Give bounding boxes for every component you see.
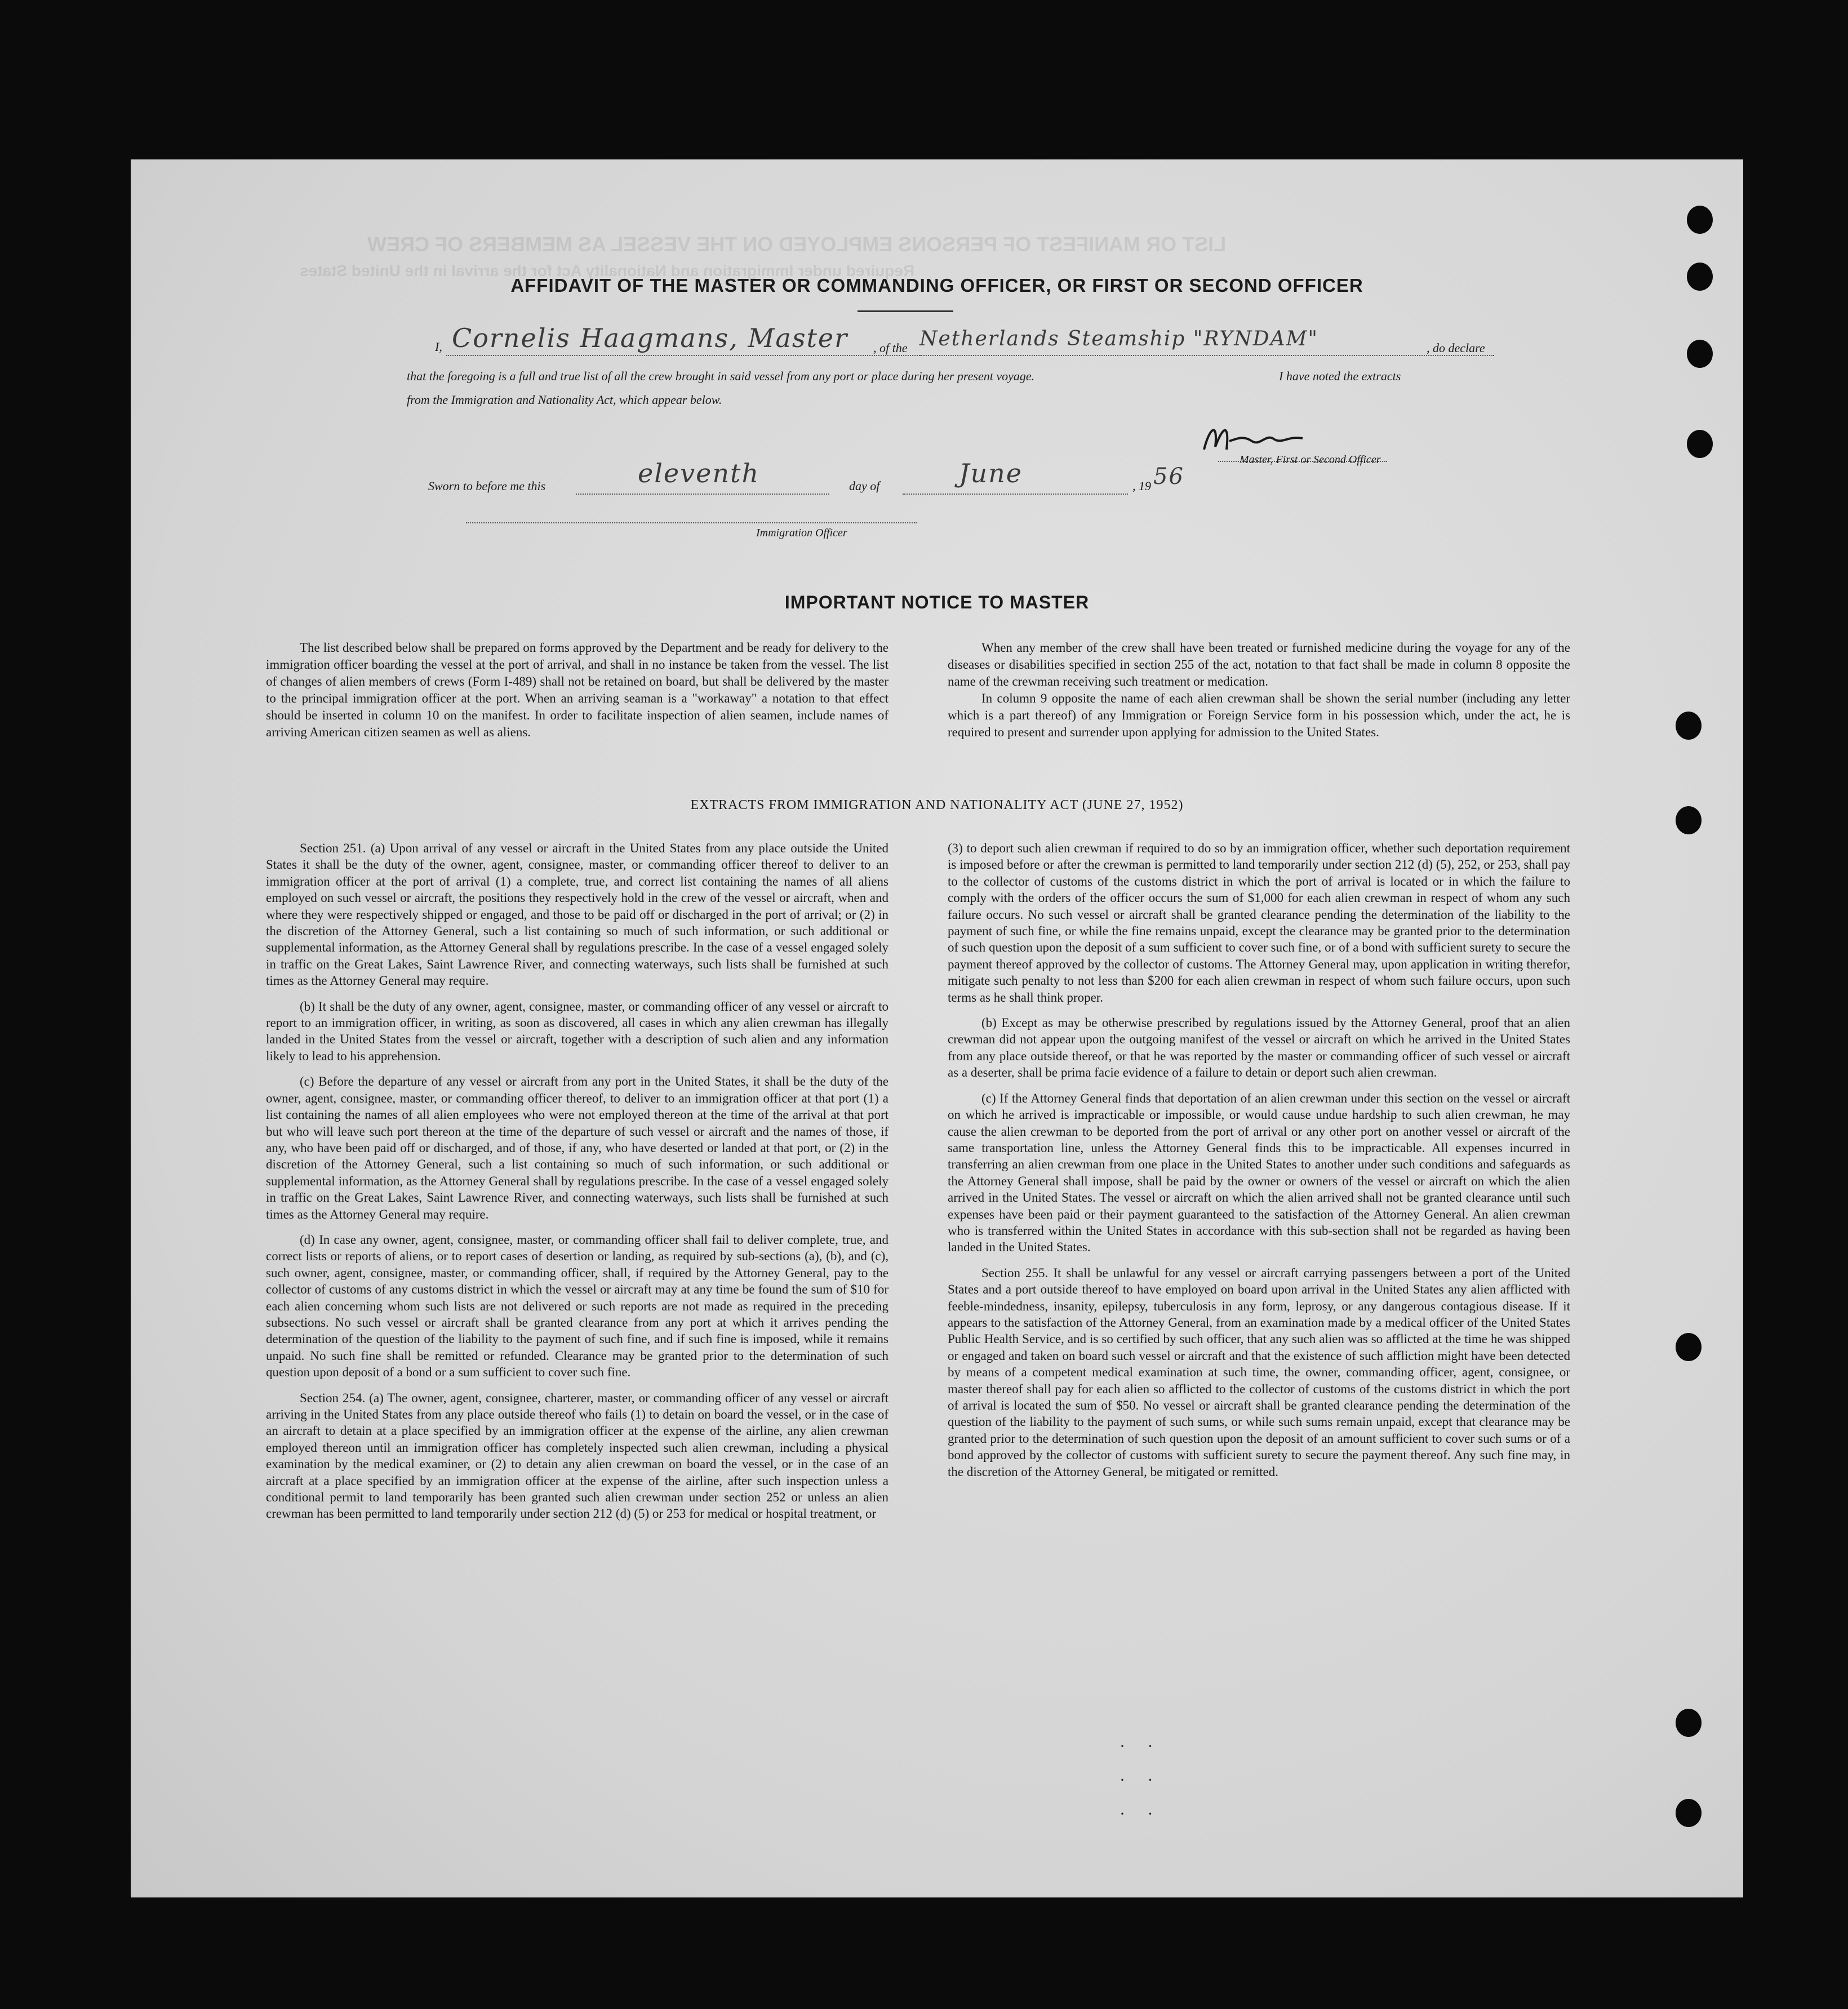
day-line <box>576 494 829 495</box>
affidavit-line-3: from the Immigration and Nationality Act, which appear below. <box>407 393 722 407</box>
extracts-title: EXTRACTS FROM IMMIGRATION AND NATIONALITY ACT (JUNE 27, 1952) <box>690 798 1184 812</box>
declare-label: , do declare <box>1427 341 1485 355</box>
i-label: I, <box>435 340 442 354</box>
section-251-a: Section 251. (a) Upon arrival of any vessel or aircraft in the United States from any place outside the United States it shall be the duty of the owner, agent, consignee, master, or commanding officer thereof to deliver to an immigration officer at the port of arrival (1) a complete, true, and correct list containing the names of all aliens employed on such vessel or aircraft, the positions they respectively hold in the crew of the vessel or aircraft, when and where they were respectively shipped or engaged, and those to be paid off or discharged in the port of arrival; or (2) in the discretion of the Attorney General, such a list containing so much of such information, or such additional or supplemental information, as the Attorney General shall by regulations prescribe. In the case of a vessel engaged solely in traffic on the Great Lakes, Saint Lawrence River, and connecting waterways, such lists shall be furnished at such times as the Attorney General may require. <box>266 841 889 988</box>
section-251-d: (d) In case any owner, agent, consignee, master, or commanding officer shall fail to deliver complete, true, and correct lists or reports of aliens, or to report cases of desertion or landing, as required by sub-sections (a), (b), and (c), such owner, agent, consignee, master, or commanding officer, shall, if required by the Attorney General, pay to the collector of customs of any customs district in which the vessel or aircraft may at any time be found the sum of $10 for each alien concerning whom such lists are not delivered or such reports are not made as required in the preceding subsections. No such vessel or aircraft shall be granted clearance from any port at which it arrives pending the determination of the question of the liability to the payment of such fine, and if such fine is imposed, while it remains unpaid. No such fine shall be remitted or refunded. Clearance may be granted prior to the determination of such question upon deposit of a bond or a sum sufficient to cover such fine. <box>266 1232 889 1380</box>
stray-marks: · · <box>1120 1737 1162 1755</box>
affidavit-line-2-right: I have noted the extracts <box>1279 369 1401 383</box>
punch-hole <box>1687 206 1713 234</box>
bleed-through-subheading: Required under Immigration and Nationality Act for the arrival in the United States <box>300 262 915 279</box>
notice-right-text-1: When any member of the crew shall have been treated or furnished medicine during the voyage for any of the diseases or disabilities specified in section 255 of the act, notation to that fact shall be made in column 8 opposite the name of the crewman receiving such treatment or medication. <box>948 641 1570 688</box>
document-page <box>131 159 1743 1897</box>
notice-right-column <box>948 639 1570 750</box>
section-255: Section 255. It shall be unlawful for any vessel or aircraft carrying passengers between a port of the United States and a port outside thereof to have employed on board upon arrival in the United States any alien afflicted with feeble-mindedness, insanity, epilepsy, tuberculosis in any form, leprosy, or any dangerous contagious disease. If it appears to the satisfaction of the Attorney General, from an examination made by a medical officer of the United States Public Health Service, and is so certified by such officer, that any such alien was so afflicted at the time he was shipped or engaged and taken on board such vessel or aircraft and that the existence of such affliction might have been detected by means of a competent medical examination at such time, the owner, commanding officer, agent, consignee, or master thereof shall pay for each alien so afflicted to the collector of customs of the customs district in which the port of arrival is located the sum of $50. No vessel or aircraft shall be granted clearance pending the determination of the question of the liability to the payment of such sums, or while such sums remain unpaid, except that clearance may be granted prior to the determination of such question upon the deposit of an amount sufficient to cover such sums or of a bond approved by the collector of customs with sufficient surety to secure the payment thereof. Any such fine may, in the discretion of the Attorney General, be mitigated or remitted. <box>948 1265 1570 1479</box>
year-prefix: , 19 <box>1132 479 1151 493</box>
section-254-c: (c) If the Attorney General finds that deportation of an alien crewman under this section on the vessel or aircraft on which he arrived is impracticable or impossible, or would cause undue hardship to such alien crewman, he may cause the alien crewman to be deported from the port of arrival or any other port on another vessel or aircraft of the same transportation line, unless the Attorney General finds this to be impracticable. All expenses incurred in transferring an alien crewman from one place in the United States to another under such conditions and safeguards as the Attorney General shall impose, shall be paid by the owner or owners of the vessel or aircraft on which the alien arrived in the United States. The vessel or aircraft on which the alien arrived shall not be granted clearance until such expenses have been paid or their payment guaranteed to the satisfaction of the Attorney General. An alien crewman who is transferred within the United States in accordance with this sub-section shall not be regarded as having been landed in the United States. <box>948 1091 1570 1255</box>
day-handwriting: eleventh <box>638 458 760 488</box>
officer-line <box>466 522 917 523</box>
affidavit-line-2: that the foregoing is a full and true list of all the crew brought in said vessel from any port or place during her present voyage. <box>407 369 1035 383</box>
punch-hole <box>1687 430 1713 458</box>
extracts-left-column <box>266 840 889 1531</box>
punch-hole <box>1687 340 1713 368</box>
title-rule <box>858 310 953 312</box>
of-the-label: , of the <box>873 341 908 355</box>
section-254-a-continued: (3) to deport such alien crewman if required to do so by an immigration officer, whether such deportation requirement is imposed before or after the crewman is permitted to land temporarily under section 212 (d) (5), 252, or 253, shall pay to the collector of customs of the customs district in which the port of arrival is located or in which the failure to comply with the orders of the officer occurs the sum of $1,000 for each alien crewman in respect of whom any such failure occurs. No such vessel or aircraft shall be granted clearance pending the determination of the liability to the payment of such fine, or while the fine remains unpaid, except the clearance may be granted prior to the determination of such question upon the deposit of a sum sufficient to cover such fine, or of a bond with sufficient surety to secure the payment thereof approved by the collector of customs. The Attorney General may, upon application in writing therefor, mitigate such penalty to not less than $200 for each alien crewman in respect of whom such failure occurs, upon such terms as he shall think proper. <box>948 841 1570 1004</box>
extracts-right-column <box>948 840 1570 1489</box>
punch-hole <box>1676 712 1702 740</box>
year-handwriting: 56 <box>1153 464 1184 490</box>
section-251-c: (c) Before the departure of any vessel or aircraft from any port in the United States, it shall be the duty of the owner, agent, consignee, master, or commanding officer thereof, to deliver to an immigration officer at that port (1) a list containing the names of all alien employees who were not employed thereon at the time of the arrival at that port but who will leave such port thereon at the time of the departure of such vessel or aircraft and the names of those, if any, who have been paid off or discharged, and of those, if any, who have deserted or landed at that port, or (2) in the discretion of the Attorney General, such a list containing so much of such information, or such additional or supplemental information, as the Attorney General shall by regulations prescribe. In the case of a vessel engaged solely in traffic on the Great Lakes, Saint Lawrence River, and connecting waterways, such lists shall be furnished at such times as the Attorney General may require. <box>266 1074 889 1221</box>
punch-hole <box>1676 1333 1702 1361</box>
month-line <box>903 494 1128 495</box>
notice-title: IMPORTANT NOTICE TO MASTER <box>784 592 1090 612</box>
notice-right-text-2: In column 9 opposite the name of each alien crewman shall be shown the serial number (including any letter which is a part thereof) of any Immigration or Foreign Service form in his possession which, under the act, he is required to present and surrender upon applying for admission to the United States. <box>948 691 1570 739</box>
section-251-b: (b) It shall be the duty of any owner, agent, consignee, master, or commanding officer of any vessel or aircraft to report to an immigration officer, in writing, as soon as discovered, all cases in which any alien crewman has illegally landed in the United States from the vessel or aircraft, together with a description of such alien and any information likely to lead to his apprehension. <box>266 999 889 1063</box>
day-of-label: day of <box>849 479 880 493</box>
section-254-a: Section 254. (a) The owner, agent, consignee, charterer, master, or commanding officer of any vessel or aircraft arriving in the United States from any place outside thereof who fails (1) to detain on board the vessel, or in the case of an aircraft to detain at a place specified by an immigration officer at the expense of the airline, any alien crewman employed thereon until an immigration officer has completely inspected such alien crewman, including a physical examination by the medical examiner, or (2) to detain any alien crewman on board the vessel, or in the case of an aircraft at a place specified by an immigration officer at the expense of the airline, after such inspection unless a conditional permit to land temporarily has been granted such alien crewman under section 252 or unless an alien crewman has been permitted to land temporarily under section 212 (d) (5) or 253 for medical or hospital treatment, or <box>266 1390 889 1521</box>
stray-marks: · · <box>1120 1771 1162 1789</box>
punch-hole <box>1676 1709 1702 1737</box>
sworn-label: Sworn to before me this <box>428 479 546 493</box>
section-254-b: (b) Except as may be otherwise prescribed by regulations issued by the Attorney General, proof that an alien crewman did not appear upon the outgoing manifest of the vessel or aircraft on which he arrived in the United States from any place outside thereof, or that he was reported by the master or commanding officer of such vessel or aircraft as a deserter, shall be prima facie evidence of a failure to detain or deport such alien crewman. <box>948 1016 1570 1080</box>
notice-left-text: The list described below shall be prepared on forms approved by the Department and be ready for delivery to the immigration officer boarding the vessel at the port of arrival, and shall in no instance be taken from the vessel. The list of changes of alien members of crews (Form I-489) shall not be retained on board, but shall be delivered by the master to the principal immigration officer at the port. When an arriving seaman is a "workaway" a notation to that effect should be inserted in column 10 on the manifest. In order to facilitate inspection of alien seamen, include names of arriving American citizen seamen as well as aliens. <box>266 641 889 739</box>
month-handwriting: June <box>959 458 1023 488</box>
vessel-handwriting: Netherlands Steamship "RYNDAM" <box>919 327 1318 350</box>
affidavit-title: AFFIDAVIT OF THE MASTER OR COMMANDING OFFICER, OR FIRST OR SECOND OFFICER <box>510 275 1363 296</box>
bleed-through-heading: LIST OR MANIFEST OF PERSONS EMPLOYED ON THE VESSEL AS MEMBERS OF CREW <box>367 233 1227 256</box>
officer-label: Immigration Officer <box>756 527 847 539</box>
signature-label: Master, First or Second Officer <box>1240 454 1381 466</box>
stray-marks: · · <box>1120 1804 1162 1823</box>
punch-hole <box>1676 1799 1702 1827</box>
master-name-handwriting: Cornelis Haagmans, Master <box>452 323 849 353</box>
vessel-line <box>919 355 1494 356</box>
notice-left-column <box>266 639 889 750</box>
